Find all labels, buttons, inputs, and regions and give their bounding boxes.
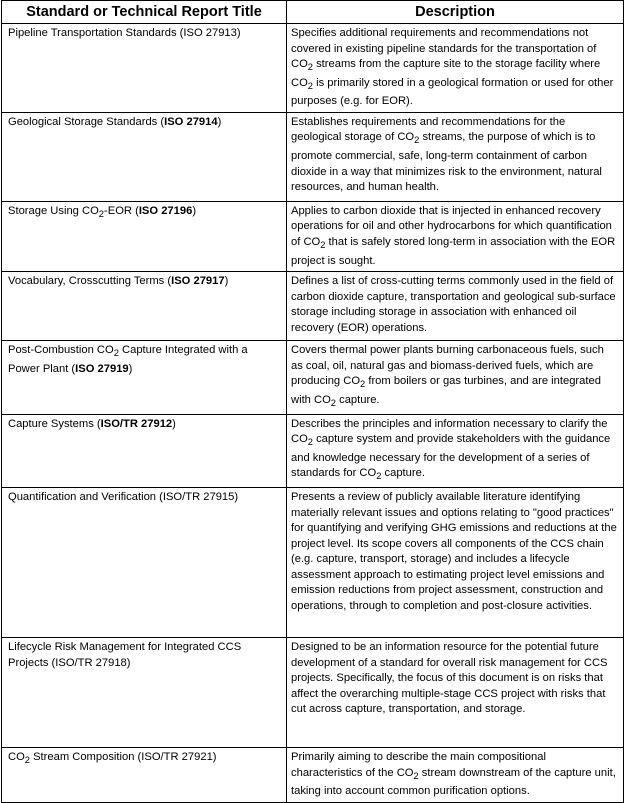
column-header-description: Description	[287, 1, 624, 24]
table-row	[2, 488, 624, 638]
table-row	[2, 748, 624, 803]
description-cell: Presents a review of publicly available literature identifying materially relevant issues and options relating to "good practices" for quantifying and verifying GHG emissions and reductions at the project level. Its scope covers all components of the CCS chain (e.g. capture, transport, storage) and includes a lifecycle assessment approach to estimating project level emissions and emission reductions from project assessment, construction and operations, through to completion and post-closure activities.	[287, 488, 624, 638]
standards-table	[1, 0, 624, 803]
standard-title-cell: Pipeline Transportation Standards (ISO 27913)	[2, 24, 287, 113]
description-cell: Specifies additional requirements and recommendations not covered in existing pipeline standards for the transportation of $CO_2$ streams from the capture site to the storage facility where $CO_2$ is primarily stored in a geological formation or used for other purposes (e.g. for EOR).	[287, 24, 624, 113]
standard-title-cell: Geological Storage Standards (ISO 27914)	[2, 112, 287, 201]
description-cell: Establishes requirements and recommendations for the geological storage of $CO_2$ streams, the purpose of which is to promote commercial, safe, long-term containment of carbon dioxide in a way that minimizes risk to the environment, natural resources, and human health.	[287, 112, 624, 201]
table-row	[2, 272, 624, 341]
standard-title-cell: Quantification and Verification (ISO/TR 27915)	[2, 488, 287, 638]
column-header-title: Standard or Technical Report Title	[2, 1, 287, 24]
table-row	[2, 201, 624, 271]
standard-title-cell: Vocabulary, Crosscutting Terms (ISO 27917)	[2, 272, 287, 341]
description-cell: Primarily aiming to describe the main compositional characteristics of the $CO_2$ stream downstream of the capture unit, taking into account common purification options.	[287, 748, 624, 803]
standard-title-cell: Post-Combustion $CO_2$ Capture Integrated with a Power Plant (ISO 27919)	[2, 341, 287, 414]
header-row	[2, 1, 624, 24]
table-row	[2, 341, 624, 414]
standard-title-cell: Lifecycle Risk Management for Integrated CCS Projects (ISO/TR 27918)	[2, 638, 287, 748]
table-row	[2, 414, 624, 487]
standard-title-cell: Capture Systems (ISO/TR 27912)	[2, 414, 287, 487]
description-cell: Designed to be an information resource for the potential future development of a standard for overall risk management for CCS projects. Specifically, the focus of this document is on risks that affect the overarching multiple-stage CCS project with risks that cut across capture, transportation, and storage.	[287, 638, 624, 748]
table-row	[2, 112, 624, 201]
description-cell: Covers thermal power plants burning carbonaceous fuels, such as coal, oil, natural gas and biomass-derived fuels, which are producing $CO_2$ from boilers or gas turbines, and are integrated with $CO_2$ capture.	[287, 341, 624, 414]
table-row	[2, 24, 624, 113]
description-cell: Applies to carbon dioxide that is injected in enhanced recovery operations for oil and other hydrocarbons for which quantification of $CO_2$ that is safely stored long-term in association with the EOR project is sought.	[287, 201, 624, 271]
description-cell: Defines a list of cross-cutting terms commonly used in the field of carbon dioxide capture, transportation and geological sub-surface storage including storage in association with enhanced oil recovery (EOR) operations.	[287, 272, 624, 341]
standard-title-cell: $CO_2$ Stream Composition (ISO/TR 27921)	[2, 748, 287, 803]
table-row	[2, 638, 624, 748]
description-cell: Describes the principles and information necessary to clarify the $CO_2$ capture system and provide stakeholders with the guidance and knowledge necessary for the development of a series of standards for $CO_2$ capture.	[287, 414, 624, 487]
standard-title-cell: Storage Using $CO_2$-EOR (ISO 27196)	[2, 201, 287, 271]
